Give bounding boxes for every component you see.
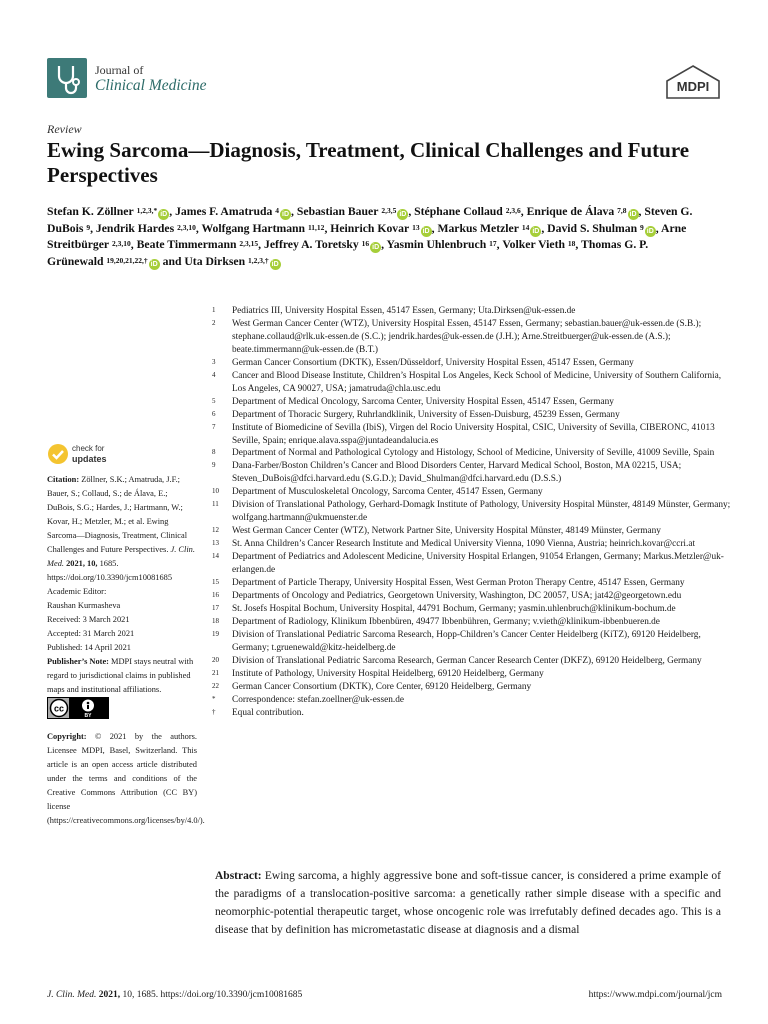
orcid-icon[interactable]: iD bbox=[532, 227, 540, 235]
affiliation-text: Departments of Oncology and Pediatrics, Georgetown University, Washington, DC 20057, USA; jat42@georgetown.edu bbox=[232, 590, 682, 601]
affiliation-list bbox=[212, 305, 732, 720]
affiliation-number: 11 bbox=[212, 500, 219, 509]
footer-journal-abbr: J. Clin. Med. bbox=[47, 990, 97, 1000]
abstract-text: Ewing sarcoma, a highly aggressive bone and soft-tissue cancer, is considered a prime example of the paradigms of a translocation-positive sarcoma: a genetically rather simple disease with a specific and neomorphic-potential therapeutic target, whose oncogenic role was irrefutably defined decades ago. This is a disease that by definition has micrometastatic disease at diagnosis and a dismal bbox=[215, 870, 722, 936]
affiliation-number: 13 bbox=[212, 539, 219, 548]
publishers-note bbox=[47, 655, 197, 697]
author-separator: , bbox=[541, 221, 548, 235]
author[interactable] bbox=[264, 238, 381, 251]
affiliation-number: 5 bbox=[212, 396, 216, 405]
citation-journal: J. Clin. Med. bbox=[47, 545, 195, 568]
affiliation-text: West German Cancer Center (WTZ), University Hospital Essen, 45147 Essen, Germany; sebastian.bauer@uk-essen.de (S.B.); stephane.collaud@rlk.uk-essen.de (S.C.); jendrik.hardes@uk-essen.de (J.H.); Arne.Streitbuerger@uk-essen.de (A.S.); beate.timmermann@uk-essen.de (B.T.) bbox=[232, 318, 702, 355]
received-date: Received: 3 March 2021 bbox=[47, 615, 130, 624]
author-name: Arne Streitbürger bbox=[47, 221, 687, 251]
orcid-icon[interactable]: iD bbox=[160, 211, 168, 218]
affiliation-number: 9 bbox=[212, 461, 216, 470]
citation-text: Zöllner, S.K.; Amatruda, J.F.; Bauer, S.; Collaud, S.; de Álava, E.; DuBois, S.G.; Hardes, J.; Hartmann, W.; Kovar, H.; Metzler, M.; et al. Ewing Sarcoma—Diagnosis, Treatment, Clinical Challenges and Future Perspectives. bbox=[47, 475, 188, 554]
affiliation-text: Equal contribution. bbox=[232, 707, 304, 718]
journal-name bbox=[95, 62, 206, 94]
affiliation-item bbox=[212, 447, 732, 460]
author-separator: , bbox=[169, 205, 176, 218]
author-separator: , bbox=[520, 205, 527, 218]
author-separator: , bbox=[130, 238, 137, 251]
editor-name: Raushan Kurmasheva bbox=[47, 601, 121, 610]
author-name: Heinrich Kovar bbox=[330, 221, 410, 235]
publishers-note-label: Publisher’s Note: bbox=[47, 657, 109, 666]
affiliation-number: 8 bbox=[212, 448, 216, 457]
affiliation-number: 10 bbox=[212, 487, 219, 496]
author[interactable] bbox=[175, 205, 291, 218]
affiliation-number: 7 bbox=[212, 422, 216, 431]
author-name: James F. Amatruda bbox=[175, 205, 273, 218]
author-name: Volker Vieth bbox=[502, 238, 565, 251]
author[interactable] bbox=[163, 255, 281, 268]
footer-journal-url[interactable]: https://www.mdpi.com/journal/jcm bbox=[588, 990, 722, 1000]
academic-editor bbox=[47, 585, 197, 613]
author-name: Yasmin Uhlenbruch bbox=[386, 238, 487, 251]
author-separator: , bbox=[655, 221, 661, 235]
affiliation-item bbox=[212, 577, 732, 590]
author-separator: , bbox=[575, 238, 582, 251]
author-affiliation-sup: 2,3,15 bbox=[239, 239, 259, 248]
author-separator: , bbox=[90, 221, 96, 235]
author-affiliation-sup: 7,8 bbox=[617, 206, 627, 215]
orcid-icon[interactable]: iD bbox=[399, 211, 407, 218]
author-affiliation-sup: 2,3,10 bbox=[112, 239, 131, 248]
orcid-icon[interactable]: iD bbox=[150, 260, 158, 268]
author-affiliation-sup: 13 bbox=[412, 222, 420, 232]
orcid-icon[interactable]: iD bbox=[372, 244, 380, 251]
affiliation-text: St. Anna Children’s Cancer Research Institute and Medical University Vienna, 1090 Vienna, Austria; heinrich.kovar@ccri.at bbox=[232, 539, 696, 550]
copyright-label: Copyright: bbox=[47, 732, 87, 741]
author[interactable] bbox=[414, 205, 521, 218]
affiliation-item bbox=[212, 318, 732, 357]
copyright-block bbox=[47, 730, 205, 828]
abstract bbox=[215, 867, 721, 939]
citation-label: Citation: bbox=[47, 475, 80, 484]
affiliation-number: 2 bbox=[212, 318, 216, 327]
affiliation-text: West German Cancer Center (WTZ), Network Partner Site, University Hospital Münster, 48149 Münster, Germany bbox=[232, 526, 661, 537]
author[interactable] bbox=[547, 222, 656, 235]
affiliation-item bbox=[212, 681, 732, 694]
affiliation-item bbox=[212, 357, 732, 370]
journal-logo bbox=[47, 58, 87, 98]
affiliation-text: Division of Translational Pathology, Gerhard-Domagk Institute of Pathology, University Hospital Münster, 48149 Münster, Germany; wolfgang.hartmann@ukmuenster.de bbox=[232, 500, 731, 524]
mdpi-logo bbox=[665, 65, 721, 99]
author-name: Beate Timmermann bbox=[136, 238, 237, 251]
citation-tail[interactable]: 1685. https://doi.org/10.3390/jcm10081685 bbox=[47, 559, 173, 582]
author-separator: , bbox=[258, 238, 265, 251]
affiliation-text: German Cancer Consortium (DKTK), Essen/Düsseldorf, University Hospital Essen, 45147 Essen, Germany bbox=[232, 357, 634, 368]
footer-citation-rest[interactable]: 10, 1685. https://doi.org/10.3390/jcm10081685 bbox=[122, 990, 303, 1000]
affiliation-text: St. Josefs Hospital Bochum, University Hospital, 44791 Bochum, Germany; yasmin.uhlenbruch@klinikum-bochum.de bbox=[232, 603, 676, 614]
check-updates-icon bbox=[47, 443, 69, 465]
author[interactable] bbox=[387, 238, 497, 251]
author-name: and Uta Dirksen bbox=[162, 254, 246, 268]
author-name: Markus Metzler bbox=[437, 221, 519, 235]
orcid-icon[interactable]: iD bbox=[422, 227, 430, 235]
author-name: Stefan K. Zöllner bbox=[47, 205, 134, 218]
affiliation-number: 15 bbox=[212, 578, 219, 587]
author-name: Stéphane Collaud bbox=[414, 205, 503, 218]
affiliation-text: Department of Radiology, Klinikum Ibbenbüren, 49477 Ibbenbühren, Germany; v.vieth@klinikum-ibbenbueren.de bbox=[232, 616, 660, 627]
affiliation-item bbox=[212, 668, 732, 681]
author-name: Enrique de Álava bbox=[526, 205, 615, 218]
author[interactable] bbox=[47, 205, 169, 218]
affiliation-item bbox=[212, 396, 732, 409]
editor-label: Academic Editor: bbox=[47, 587, 107, 596]
svg-text:cc: cc bbox=[53, 703, 65, 714]
accepted-date: Accepted: 31 March 2021 bbox=[47, 629, 135, 638]
author[interactable] bbox=[502, 238, 575, 251]
affiliation-text: Department of Normal and Pathological Cytology and Histology, School of Medicine, University of Seville, 41009 Seville, Spain bbox=[232, 448, 715, 459]
stethoscope-icon bbox=[47, 58, 87, 98]
affiliation-number: 12 bbox=[212, 526, 219, 535]
affiliation-text: German Cancer Consortium (DKTK), Core Center, 69120 Heidelberg, Germany bbox=[232, 681, 532, 692]
author[interactable] bbox=[137, 238, 259, 251]
author-separator: , bbox=[381, 238, 387, 251]
author-name: Steven G. DuBois bbox=[47, 205, 693, 235]
abstract-label: Abstract: bbox=[215, 870, 262, 882]
check-updates-text bbox=[72, 444, 107, 464]
author-affiliation-sup: 14 bbox=[521, 222, 530, 232]
affiliation-number: 19 bbox=[212, 629, 219, 638]
check-updates-line2: updates bbox=[72, 454, 107, 464]
affiliation-item bbox=[212, 370, 732, 396]
author-separator: , bbox=[195, 221, 202, 235]
affiliation-text: Institute of Biomedicine of Sevilla (IbiS), Virgen del Rocio University Hospital, CSIC, University of Sevilla, CIBERONC, 41013 Seville, Spain; enrique.alava.sspa@juntadeandalucia.es bbox=[232, 422, 715, 446]
orcid-icon[interactable]: iD bbox=[629, 211, 637, 218]
affiliation-text: Division of Translational Pediatric Sarcoma Research, Hopp-Children’s Cancer Center Heidelberg (KiTZ), 69120 Heidelberg, Germany; t.gruenewald@kitz-heidelberg.de bbox=[232, 629, 701, 653]
affiliation-text: Dana-Farber/Boston Children’s Cancer and Blood Disorders Center, Harvard Medical School, Boston, MA 02215, USA; Steven_DuBois@dfci.harvard.edu (S.G.D.); David_Shulman@dfci.harvard.edu (D.S.S.) bbox=[232, 461, 682, 485]
affiliation-text: Department of Pediatrics and Adolescent Medicine, University Hospital Erlangen, 91054 Erlangen, Germany; Markus.Metzler@uk-erlangen.de bbox=[232, 552, 724, 576]
author-affiliation-sup: 16 bbox=[361, 239, 370, 248]
affiliation-number: 18 bbox=[212, 616, 219, 625]
published-date: Published: 14 April 2021 bbox=[47, 643, 131, 652]
affiliation-item bbox=[212, 551, 732, 577]
author[interactable] bbox=[297, 205, 408, 218]
affiliation-number: 6 bbox=[212, 409, 216, 418]
affiliation-number: 16 bbox=[212, 590, 219, 599]
orcid-icon[interactable]: iD bbox=[646, 227, 654, 235]
affiliation-number: 1 bbox=[212, 306, 216, 314]
affiliation-number: 17 bbox=[212, 603, 219, 612]
author-affiliation-sup: 2,3,10 bbox=[177, 222, 196, 232]
author-affiliation-sup: 9 bbox=[640, 222, 644, 232]
affiliation-item bbox=[212, 305, 732, 318]
author-affiliation-sup: 9 bbox=[86, 222, 91, 232]
author-separator: , bbox=[291, 205, 297, 218]
sidebar bbox=[47, 473, 205, 828]
affiliation-number: 4 bbox=[212, 370, 216, 379]
affiliation-item bbox=[212, 603, 732, 616]
affiliation-text: Department of Thoracic Surgery, Ruhrlandklinik, University of Essen-Duisburg, 45239 Essen, Germany bbox=[232, 409, 620, 420]
footer-citation bbox=[47, 990, 302, 1000]
affiliation-number: 3 bbox=[212, 357, 216, 366]
orcid-icon[interactable]: iD bbox=[282, 211, 290, 218]
author[interactable] bbox=[527, 205, 639, 218]
affiliation-text: Division of Translational Pediatric Sarcoma Research, German Cancer Research Center (DKFZ), 69120 Heidelberg, Germany bbox=[232, 655, 702, 666]
affiliation-item bbox=[212, 655, 732, 668]
author[interactable] bbox=[437, 222, 541, 235]
journal-name-line2: Clinical Medicine bbox=[95, 77, 207, 94]
affiliation-item bbox=[212, 616, 732, 629]
copyright-text: © 2021 by the authors. Licensee MDPI, Basel, Switzerland. This article is an open access article distributed under the terms and conditions of the Creative Commons Attribution (CC BY) license (https://creativecommons.org/licenses/by/4.0/). bbox=[47, 732, 205, 825]
affiliation-item bbox=[212, 499, 732, 525]
author-separator: , bbox=[408, 205, 415, 218]
affiliation-number: 22 bbox=[212, 681, 219, 690]
citation-block bbox=[47, 473, 197, 585]
journal-name-line1: Journal of bbox=[95, 63, 144, 77]
author-affiliation-sup: 4 bbox=[275, 206, 280, 215]
affiliation-number: 21 bbox=[212, 668, 219, 677]
affiliation-item bbox=[212, 538, 732, 551]
affiliation-number: 14 bbox=[212, 552, 219, 561]
author-name: Thomas G. P. Grünewald bbox=[47, 238, 649, 268]
author-affiliation-sup: 2,3,5 bbox=[381, 206, 397, 215]
affiliation-text: Department of Particle Therapy, University Hospital Essen, West German Proton Therapy Centre, 45147 Essen, Germany bbox=[232, 578, 685, 589]
svg-text:BY: BY bbox=[84, 713, 92, 719]
affiliation-item bbox=[212, 460, 732, 486]
affiliation-number: 20 bbox=[212, 655, 219, 664]
cc-by-license-icon[interactable] bbox=[47, 697, 109, 719]
publication-dates bbox=[47, 613, 197, 655]
author-separator: , bbox=[496, 238, 503, 251]
author-affiliation-sup: 11,12 bbox=[307, 222, 325, 232]
author[interactable] bbox=[330, 222, 431, 235]
author-affiliation-sup: 1,2,3,* bbox=[136, 206, 158, 215]
publishers-note-text: MDPI stays neutral with regard to jurisdictional claims in published maps and institutional affiliations. bbox=[47, 657, 194, 694]
mdpi-logo-text: MDPI bbox=[676, 79, 710, 94]
author[interactable] bbox=[201, 222, 324, 235]
affiliation-number: † bbox=[212, 707, 216, 716]
author-list bbox=[47, 204, 727, 270]
affiliation-item bbox=[212, 525, 732, 538]
affiliation-text: Department of Medical Oncology, Sarcoma Center, University Hospital Essen, 45147 Essen, Germany bbox=[232, 396, 614, 407]
author-name: David S. Shulman bbox=[547, 221, 638, 235]
affiliation-text: Cancer and Blood Disease Institute, Children’s Hospital Los Angeles, Keck School of Medicine, University of Southern California, Los Angeles, CA 90027, USA; jamatruda@chla.usc.edu bbox=[232, 370, 722, 394]
author-separator: , bbox=[431, 221, 438, 235]
citation-year-volume: 2021, 10, bbox=[66, 559, 98, 568]
affiliation-item bbox=[212, 590, 732, 603]
check-for-updates-badge[interactable] bbox=[47, 443, 137, 467]
article-title: Ewing Sarcoma—Diagnosis, Treatment, Clinical Challenges and Future Perspectives bbox=[47, 138, 690, 187]
affiliation-text: Department of Musculoskeletal Oncology, Sarcoma Center, 45147 Essen, Germany bbox=[232, 487, 543, 498]
check-updates-line1: check for bbox=[72, 444, 105, 453]
article-type: Review bbox=[47, 122, 82, 136]
author-name: Jeffrey A. Toretsky bbox=[264, 238, 359, 251]
author[interactable] bbox=[96, 222, 196, 235]
affiliation-item bbox=[212, 422, 732, 448]
affiliation-item bbox=[212, 629, 732, 655]
author-separator: , bbox=[638, 205, 645, 218]
author-affiliation-sup: 17 bbox=[489, 239, 497, 248]
affiliation-number: * bbox=[212, 694, 216, 703]
orcid-icon[interactable]: iD bbox=[271, 260, 279, 268]
author-name: Jendrik Hardes bbox=[95, 221, 175, 235]
affiliation-item bbox=[212, 486, 732, 499]
author-affiliation-sup: 18 bbox=[567, 239, 576, 248]
affiliation-text: Pediatrics III, University Hospital Essen, 45147 Essen, Germany; Uta.Dirksen@uk-essen.de bbox=[232, 306, 576, 316]
author-affiliation-sup: 1,2,3,† bbox=[248, 255, 269, 265]
author-name: Sebastian Bauer bbox=[296, 205, 379, 218]
affiliation-item bbox=[212, 409, 732, 422]
affiliation-text: Correspondence: stefan.zoellner@uk-essen.de bbox=[232, 694, 404, 705]
author-separator: , bbox=[324, 221, 331, 235]
footer-year: 2021, bbox=[98, 990, 121, 1000]
affiliation-text: Institute of Pathology, University Hospital Heidelberg, 69120 Heidelberg, Germany bbox=[232, 668, 544, 679]
affiliation-item bbox=[212, 707, 732, 720]
author-affiliation-sup: 19,20,21,22,† bbox=[106, 255, 148, 265]
author-affiliation-sup: 2,3,6 bbox=[505, 206, 521, 215]
affiliation-item bbox=[212, 694, 732, 707]
author-name: Wolfgang Hartmann bbox=[201, 221, 306, 235]
